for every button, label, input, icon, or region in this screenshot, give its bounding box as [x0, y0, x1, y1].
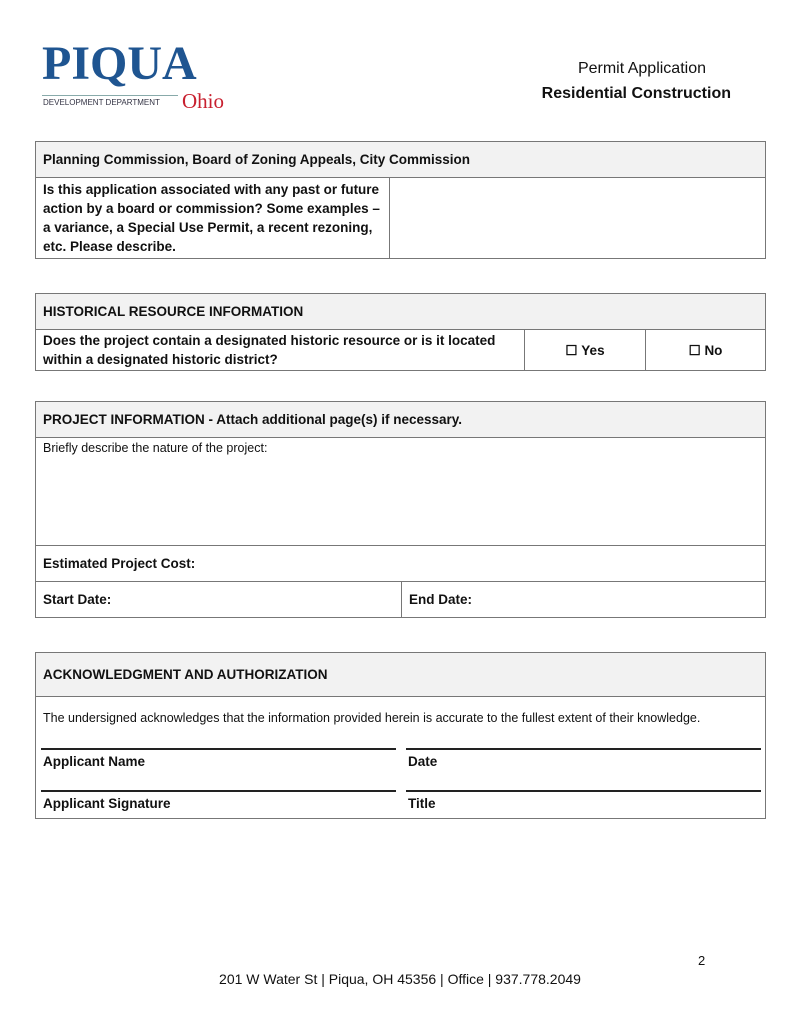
- form-body: [35, 141, 766, 819]
- ack-text: The undersigned acknowledges that the information provided herein is accurate to the fullest extent of their knowledge.: [43, 711, 701, 725]
- date-line[interactable]: [406, 748, 761, 750]
- project-description-label: Briefly describe the nature of the project:: [43, 441, 268, 455]
- form-subtitle: Residential Construction: [541, 85, 731, 102]
- start-date-field[interactable]: [36, 582, 401, 617]
- boards-table: [35, 141, 766, 259]
- historical-heading: HISTORICAL RESOURCE INFORMATION: [43, 304, 304, 319]
- no-label: No: [704, 342, 723, 358]
- boards-question: Is this application associated with any past or future action by a board or commission? Some examples – a variance, a Special Use Permit, a recent rezoning, etc. Please describe.: [43, 182, 380, 254]
- logo-state: Ohio: [182, 89, 224, 113]
- logo-rule: [42, 95, 178, 96]
- title-line[interactable]: [406, 790, 761, 792]
- historical-no-option[interactable]: [645, 330, 765, 370]
- logo-wordmark: PIQUA: [42, 37, 197, 90]
- applicant-name-label: Applicant Name: [43, 754, 146, 769]
- signature-area: [36, 728, 765, 818]
- checkbox-icon[interactable]: ☐: [688, 342, 701, 358]
- form-title: Permit Application: [577, 60, 706, 77]
- project-cost-label: Estimated Project Cost:: [43, 556, 196, 571]
- boards-answer-field[interactable]: [389, 178, 765, 258]
- project-description-field[interactable]: [36, 438, 765, 545]
- logo-subtitle: DEVELOPMENT DEPARTMENT: [43, 98, 160, 107]
- end-date-field[interactable]: [401, 582, 765, 617]
- historical-yes-option[interactable]: [524, 330, 645, 370]
- checkbox-icon[interactable]: ☐: [565, 342, 578, 358]
- applicant-signature-label: Applicant Signature: [43, 796, 171, 811]
- project-heading: PROJECT INFORMATION - Attach additional page(s) if necessary.: [43, 412, 463, 427]
- signature-line[interactable]: [41, 790, 396, 792]
- footer-address: 201 W Water St | Piqua, OH 45356 | Office | 937.778.2049: [219, 971, 581, 987]
- title-label: Title: [408, 796, 436, 811]
- acknowledgment-table: [35, 652, 766, 819]
- historical-question: Does the project contain a designated historic resource or is it located within a designated historic district?: [43, 333, 496, 367]
- page-number: 2: [698, 953, 706, 968]
- start-date-label: Start Date:: [43, 592, 112, 607]
- date-label: Date: [408, 754, 438, 769]
- logo: [40, 37, 240, 115]
- boards-heading: Planning Commission, Board of Zoning Appeals, City Commission: [43, 152, 471, 167]
- project-cost-field[interactable]: [36, 546, 765, 581]
- project-table: [35, 401, 766, 618]
- historical-table: [35, 293, 766, 371]
- applicant-name-line[interactable]: [41, 748, 396, 750]
- ack-heading: ACKNOWLEDGMENT AND AUTHORIZATION: [43, 667, 328, 682]
- yes-label: Yes: [581, 342, 605, 358]
- end-date-label: End Date:: [409, 592, 473, 607]
